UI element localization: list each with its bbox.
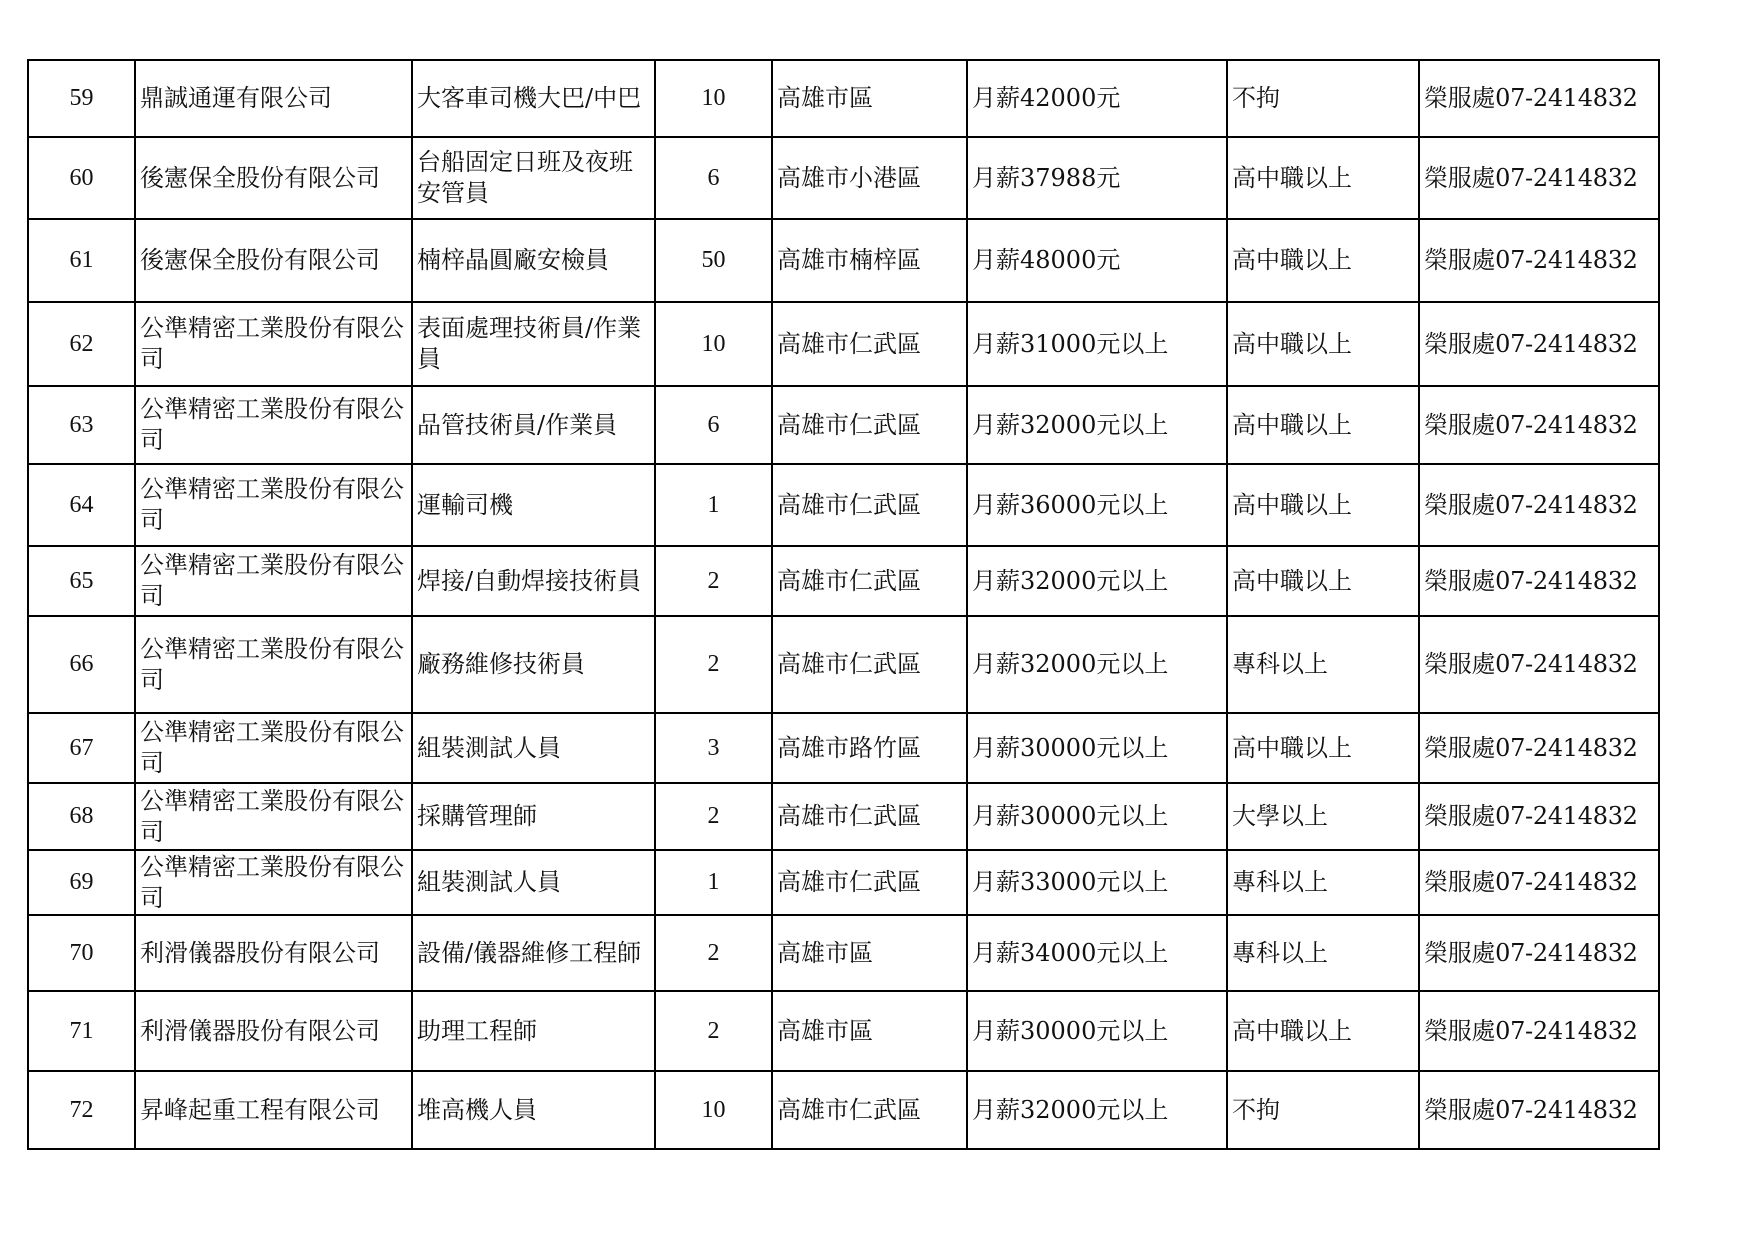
- work-location: 高雄市區: [772, 991, 967, 1071]
- work-location: 高雄市仁武區: [772, 616, 967, 713]
- contact-info: 榮服處07-2414832: [1419, 991, 1659, 1071]
- row-number: 72: [28, 1071, 135, 1149]
- salary: 月薪42000元: [967, 60, 1227, 137]
- company-name: 昇峰起重工程有限公司: [135, 1071, 412, 1149]
- work-location: 高雄市仁武區: [772, 464, 967, 546]
- company-name: 利滑儀器股份有限公司: [135, 915, 412, 991]
- openings-count: 6: [655, 386, 772, 464]
- row-number: 59: [28, 60, 135, 137]
- openings-count: 2: [655, 991, 772, 1071]
- row-number: 69: [28, 850, 135, 915]
- row-number: 63: [28, 386, 135, 464]
- education-requirement: 高中職以上: [1227, 386, 1419, 464]
- contact-info: 榮服處07-2414832: [1419, 386, 1659, 464]
- job-title: 品管技術員/作業員: [412, 386, 655, 464]
- job-title: 設備/儀器維修工程師: [412, 915, 655, 991]
- contact-info: 榮服處07-2414832: [1419, 546, 1659, 616]
- table-row: [28, 464, 1659, 546]
- company-name: 利滑儀器股份有限公司: [135, 991, 412, 1071]
- contact-info: 榮服處07-2414832: [1419, 850, 1659, 915]
- job-title: 運輸司機: [412, 464, 655, 546]
- job-title: 台船固定日班及夜班安管員: [412, 137, 655, 219]
- job-title: 堆高機人員: [412, 1071, 655, 1149]
- salary: 月薪32000元以上: [967, 386, 1227, 464]
- salary: 月薪32000元以上: [967, 616, 1227, 713]
- row-number: 68: [28, 783, 135, 850]
- table-row: [28, 1071, 1659, 1149]
- contact-info: 榮服處07-2414832: [1419, 616, 1659, 713]
- row-number: 61: [28, 219, 135, 302]
- openings-count: 1: [655, 850, 772, 915]
- company-name: 後憲保全股份有限公司: [135, 219, 412, 302]
- contact-info: 榮服處07-2414832: [1419, 783, 1659, 850]
- openings-count: 3: [655, 713, 772, 783]
- education-requirement: 高中職以上: [1227, 219, 1419, 302]
- contact-info: 榮服處07-2414832: [1419, 1071, 1659, 1149]
- table-row: [28, 915, 1659, 991]
- table-row: [28, 60, 1659, 137]
- salary: 月薪30000元以上: [967, 783, 1227, 850]
- work-location: 高雄市區: [772, 60, 967, 137]
- openings-count: 2: [655, 616, 772, 713]
- work-location: 高雄市仁武區: [772, 386, 967, 464]
- company-name: 公準精密工業股份有限公司: [135, 616, 412, 713]
- company-name: 公準精密工業股份有限公司: [135, 464, 412, 546]
- row-number: 67: [28, 713, 135, 783]
- table-row: [28, 546, 1659, 616]
- education-requirement: 高中職以上: [1227, 464, 1419, 546]
- table-row: [28, 991, 1659, 1071]
- work-location: 高雄市仁武區: [772, 302, 967, 386]
- contact-info: 榮服處07-2414832: [1419, 464, 1659, 546]
- company-name: 公準精密工業股份有限公司: [135, 713, 412, 783]
- work-location: 高雄市仁武區: [772, 783, 967, 850]
- company-name: 公準精密工業股份有限公司: [135, 850, 412, 915]
- table-row: [28, 616, 1659, 713]
- company-name: 公準精密工業股份有限公司: [135, 386, 412, 464]
- job-title: 採購管理師: [412, 783, 655, 850]
- openings-count: 1: [655, 464, 772, 546]
- education-requirement: 高中職以上: [1227, 991, 1419, 1071]
- education-requirement: 不拘: [1227, 1071, 1419, 1149]
- row-number: 71: [28, 991, 135, 1071]
- job-title: 表面處理技術員/作業員: [412, 302, 655, 386]
- salary: 月薪33000元以上: [967, 850, 1227, 915]
- row-number: 66: [28, 616, 135, 713]
- education-requirement: 高中職以上: [1227, 137, 1419, 219]
- work-location: 高雄市仁武區: [772, 1071, 967, 1149]
- salary: 月薪31000元以上: [967, 302, 1227, 386]
- table-row: [28, 302, 1659, 386]
- row-number: 60: [28, 137, 135, 219]
- contact-info: 榮服處07-2414832: [1419, 915, 1659, 991]
- salary: 月薪37988元: [967, 137, 1227, 219]
- openings-count: 2: [655, 915, 772, 991]
- education-requirement: 專科以上: [1227, 616, 1419, 713]
- row-number: 64: [28, 464, 135, 546]
- company-name: 後憲保全股份有限公司: [135, 137, 412, 219]
- contact-info: 榮服處07-2414832: [1419, 137, 1659, 219]
- salary: 月薪30000元以上: [967, 991, 1227, 1071]
- job-title: 焊接/自動焊接技術員: [412, 546, 655, 616]
- company-name: 公準精密工業股份有限公司: [135, 783, 412, 850]
- work-location: 高雄市仁武區: [772, 850, 967, 915]
- table-row: [28, 137, 1659, 219]
- row-number: 62: [28, 302, 135, 386]
- openings-count: 10: [655, 60, 772, 137]
- openings-count: 50: [655, 219, 772, 302]
- row-number: 65: [28, 546, 135, 616]
- company-name: 公準精密工業股份有限公司: [135, 546, 412, 616]
- contact-info: 榮服處07-2414832: [1419, 219, 1659, 302]
- contact-info: 榮服處07-2414832: [1419, 713, 1659, 783]
- contact-info: 榮服處07-2414832: [1419, 60, 1659, 137]
- company-name: 鼎誠通運有限公司: [135, 60, 412, 137]
- job-title: 大客車司機大巴/中巴: [412, 60, 655, 137]
- job-title: 組裝測試人員: [412, 713, 655, 783]
- row-number: 70: [28, 915, 135, 991]
- table-row: [28, 713, 1659, 783]
- education-requirement: 專科以上: [1227, 850, 1419, 915]
- education-requirement: 大學以上: [1227, 783, 1419, 850]
- salary: 月薪32000元以上: [967, 1071, 1227, 1149]
- job-title: 楠梓晶圓廠安檢員: [412, 219, 655, 302]
- job-openings-table: [27, 59, 1660, 1150]
- salary: 月薪34000元以上: [967, 915, 1227, 991]
- job-title: 廠務維修技術員: [412, 616, 655, 713]
- openings-count: 10: [655, 1071, 772, 1149]
- salary: 月薪48000元: [967, 219, 1227, 302]
- openings-count: 2: [655, 783, 772, 850]
- education-requirement: 專科以上: [1227, 915, 1419, 991]
- work-location: 高雄市路竹區: [772, 713, 967, 783]
- company-name: 公準精密工業股份有限公司: [135, 302, 412, 386]
- table-row: [28, 850, 1659, 915]
- work-location: 高雄市仁武區: [772, 546, 967, 616]
- salary: 月薪30000元以上: [967, 713, 1227, 783]
- work-location: 高雄市小港區: [772, 137, 967, 219]
- openings-count: 2: [655, 546, 772, 616]
- education-requirement: 高中職以上: [1227, 302, 1419, 386]
- education-requirement: 高中職以上: [1227, 713, 1419, 783]
- work-location: 高雄市楠梓區: [772, 219, 967, 302]
- education-requirement: 不拘: [1227, 60, 1419, 137]
- job-title: 助理工程師: [412, 991, 655, 1071]
- table-row: [28, 219, 1659, 302]
- education-requirement: 高中職以上: [1227, 546, 1419, 616]
- salary: 月薪32000元以上: [967, 546, 1227, 616]
- contact-info: 榮服處07-2414832: [1419, 302, 1659, 386]
- openings-count: 10: [655, 302, 772, 386]
- salary: 月薪36000元以上: [967, 464, 1227, 546]
- job-title: 組裝測試人員: [412, 850, 655, 915]
- openings-count: 6: [655, 137, 772, 219]
- table-row: [28, 783, 1659, 850]
- work-location: 高雄市區: [772, 915, 967, 991]
- table-row: [28, 386, 1659, 464]
